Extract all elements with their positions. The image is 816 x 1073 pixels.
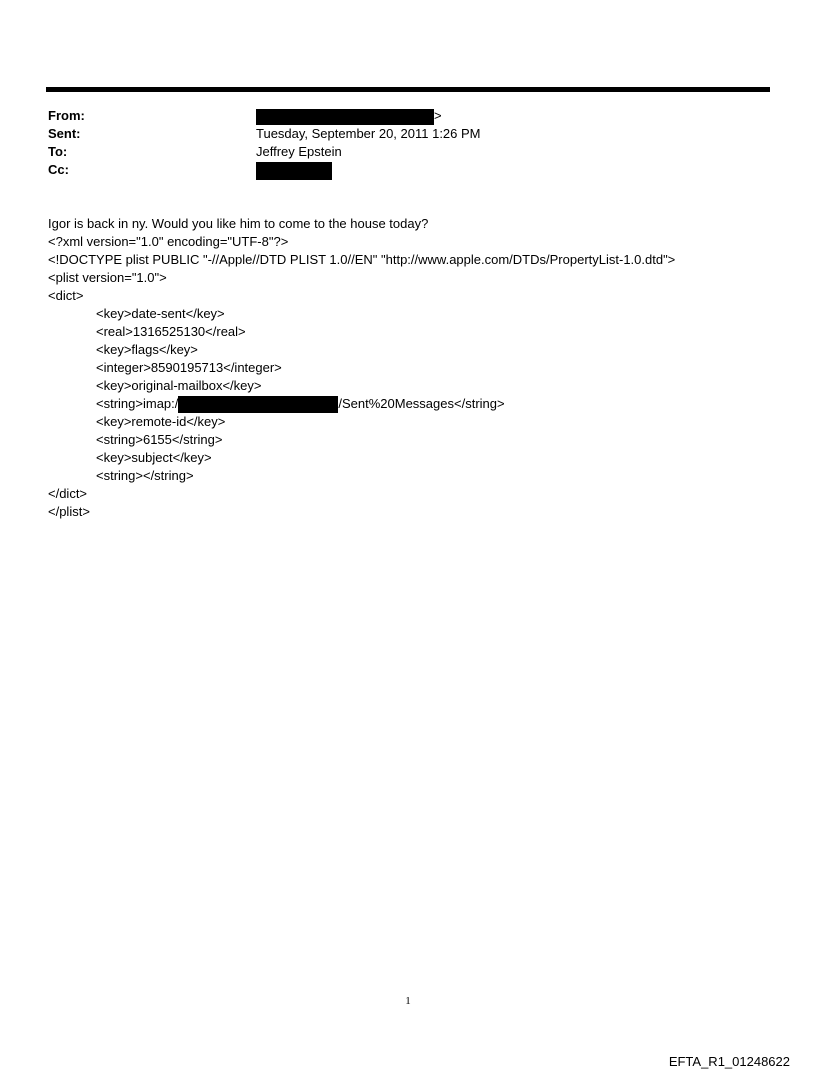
mailbox-string	[48, 395, 788, 413]
to-value: Jeffrey Epstein	[256, 144, 342, 159]
cc-value	[256, 161, 332, 180]
to-label: To:	[48, 144, 68, 159]
page-number: 1	[405, 995, 411, 1007]
plist-close: </plist>	[48, 504, 90, 519]
integer-value: <integer>8590195713</integer>	[96, 360, 282, 375]
from-label: From:	[48, 108, 85, 123]
mailbox-prefix: <string>imap:/	[96, 396, 179, 411]
key-date-sent: <key>date-sent</key>	[96, 306, 225, 321]
real-value: <real>1316525130</real>	[96, 324, 246, 339]
from-value	[256, 107, 442, 125]
remote-id-value: <string>6155</string>	[96, 432, 223, 447]
dict-open: <dict>	[48, 288, 84, 303]
xml-declaration: <?xml version="1.0" encoding="UTF-8"?>	[48, 234, 289, 249]
mailbox-suffix: /Sent%20Messages</string>	[338, 396, 505, 411]
from-suffix: >	[434, 108, 442, 123]
key-original-mailbox: <key>original-mailbox</key>	[96, 378, 262, 393]
sent-value: Tuesday, September 20, 2011 1:26 PM	[256, 126, 481, 141]
dict-close: </dict>	[48, 486, 88, 501]
doctype-line: <!DOCTYPE plist PUBLIC "-//Apple//DTD PLIST 1.0//EN" "http://www.apple.com/DTDs/PropertyList-1.0.dtd">	[48, 252, 676, 267]
document-id: EFTA_R1_01248622	[668, 1054, 790, 1069]
header-rule	[46, 87, 770, 92]
key-flags: <key>flags</key>	[96, 342, 198, 357]
key-remote-id: <key>remote-id</key>	[96, 414, 226, 429]
email-body	[48, 215, 788, 521]
redaction-block	[178, 396, 338, 413]
key-subject: <key>subject</key>	[96, 450, 212, 465]
redaction-block	[256, 109, 434, 125]
redaction-block	[256, 162, 332, 180]
message-text: Igor is back in ny. Would you like him to come to the house today?	[48, 216, 429, 231]
sent-label: Sent:	[48, 126, 81, 141]
plist-open: <plist version="1.0">	[48, 270, 167, 285]
cc-label: Cc:	[48, 162, 69, 177]
subject-value: <string></string>	[96, 468, 194, 483]
